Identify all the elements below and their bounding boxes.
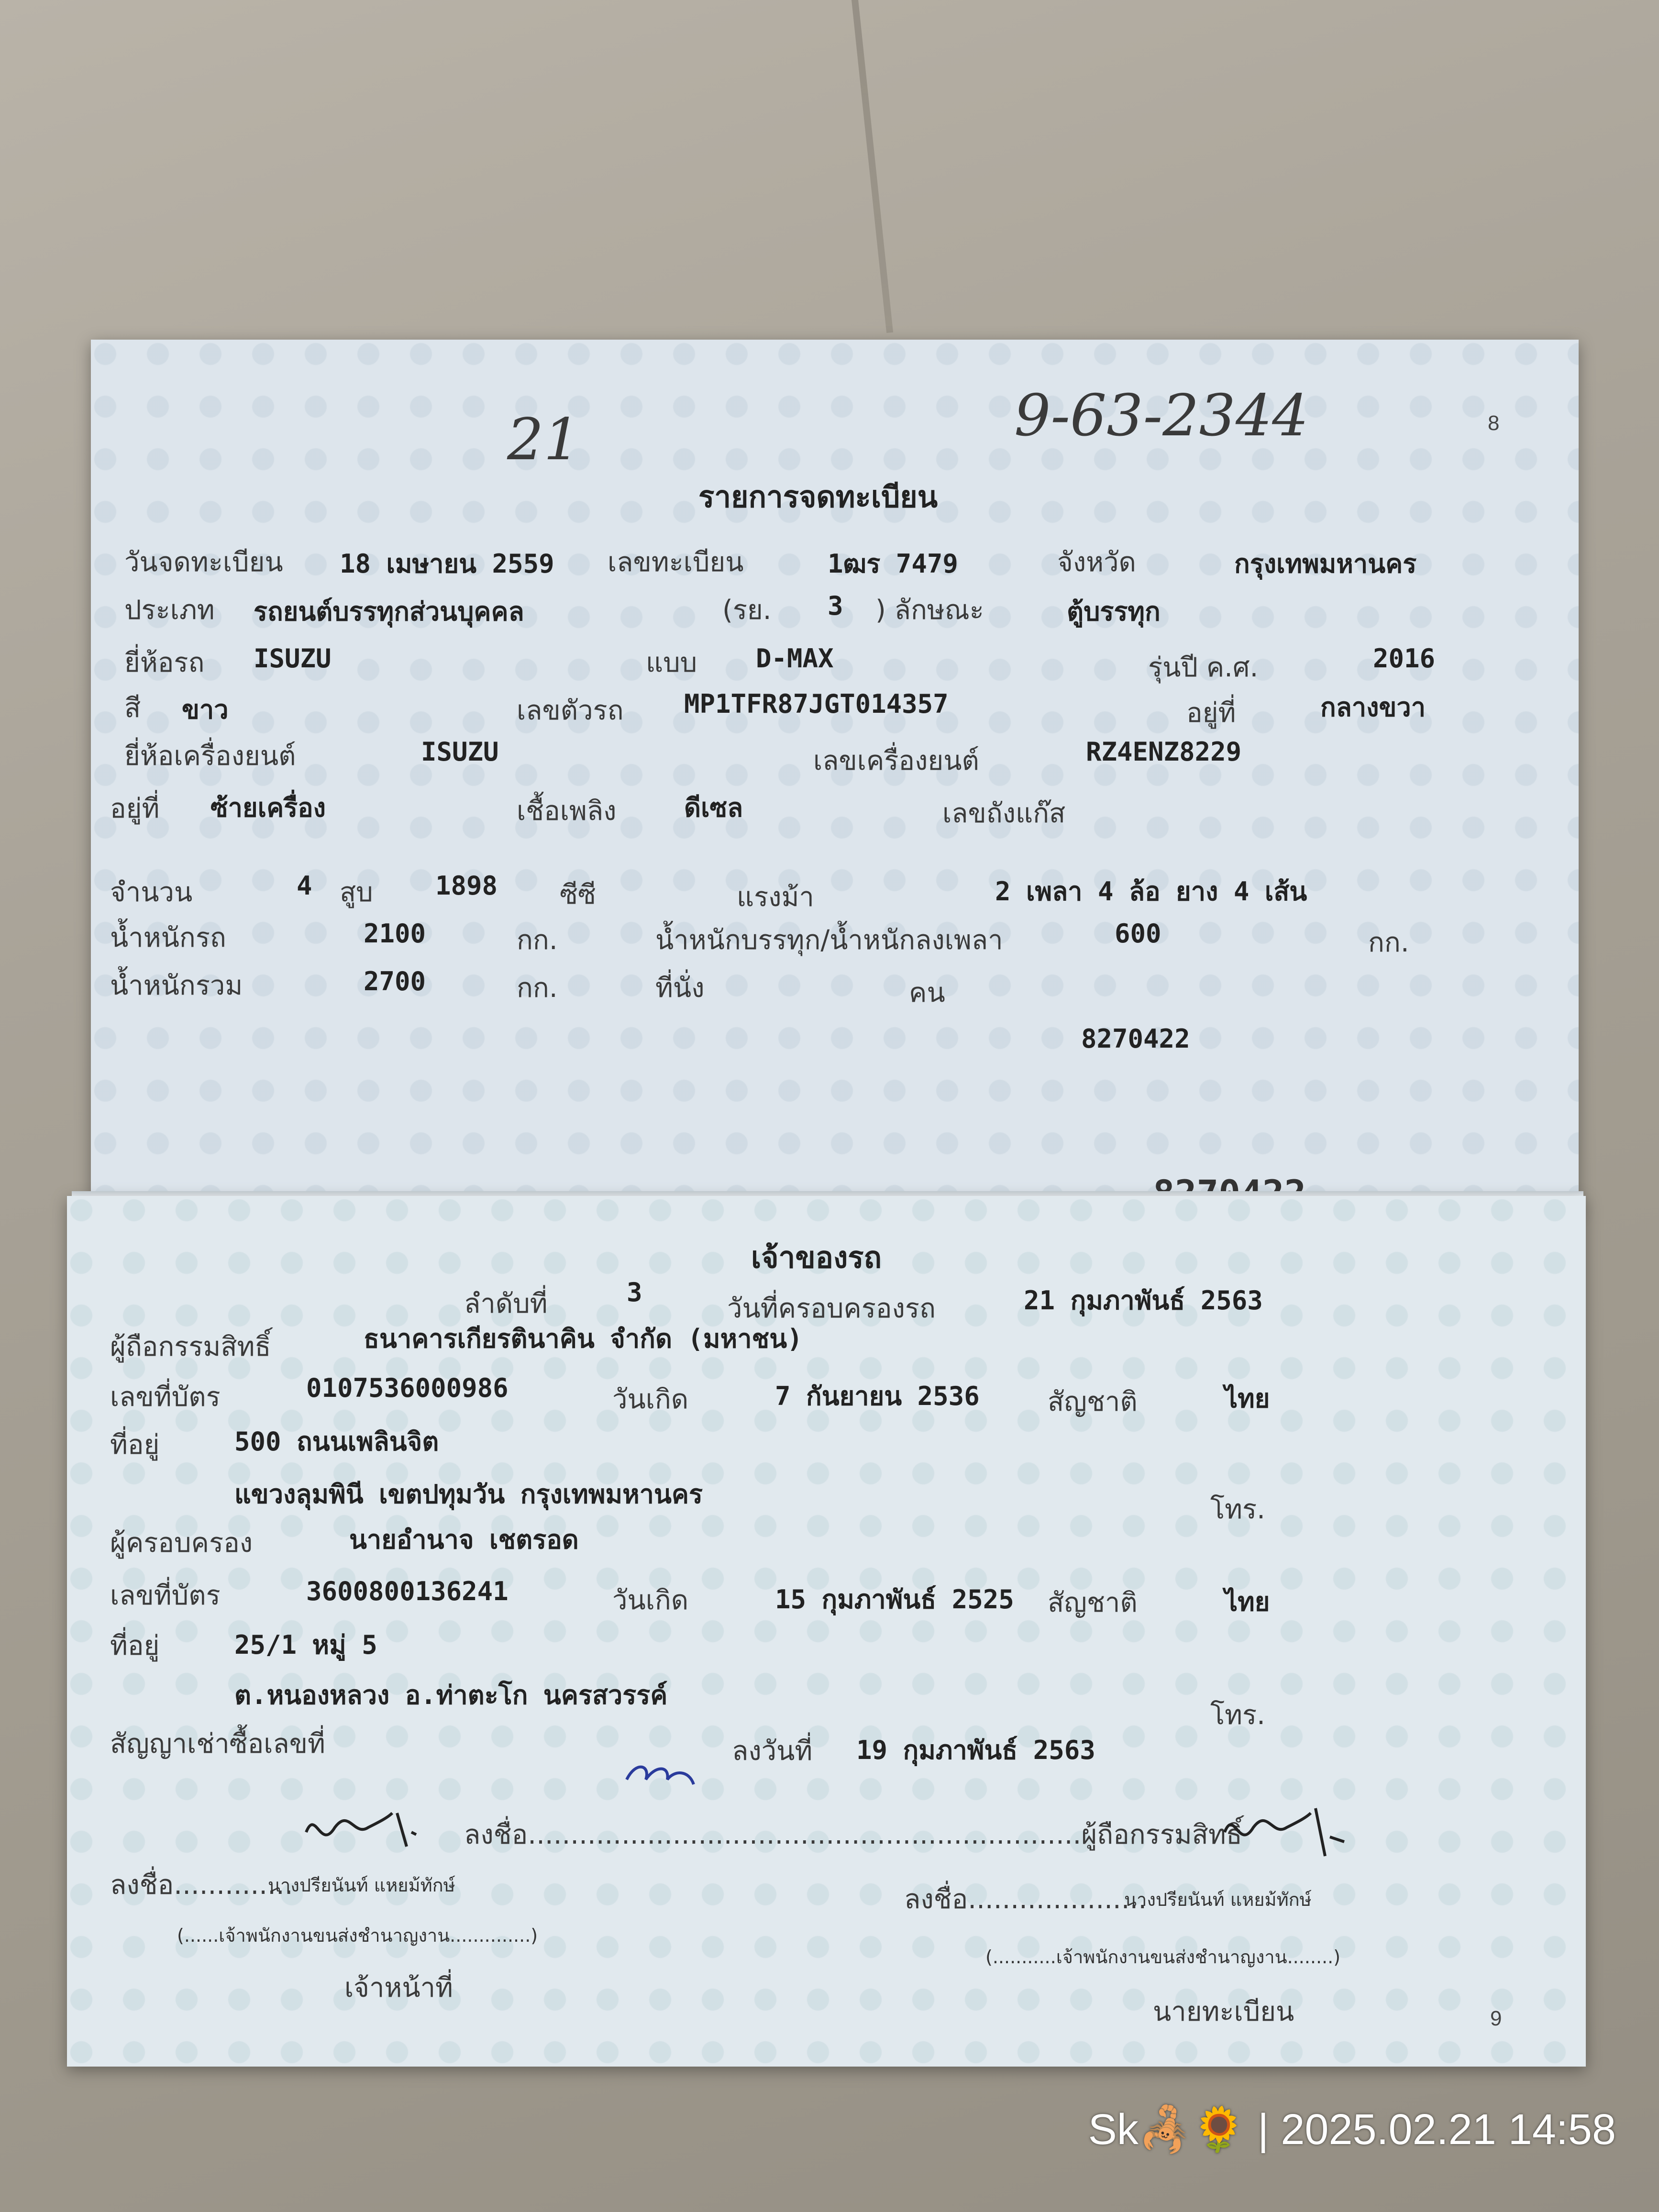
engine-location-label: อยู่ที่ [110, 793, 160, 824]
gross-weight-label: น้ำหนักรวม [110, 970, 243, 1001]
model: D-MAX [756, 643, 834, 674]
page-number: 8 [1488, 411, 1500, 435]
year-label: รุ่นปี ค.ศ. [1148, 652, 1259, 683]
officer-label: เจ้าหน้าที่ [344, 1972, 453, 2003]
tel-label-1: โทร. [1210, 1494, 1265, 1525]
reg-no: 1ฒร 7479 [828, 549, 958, 579]
holder-label: ผู้ครอบครอง [110, 1527, 253, 1559]
serial-number: 8270422 [1081, 1024, 1190, 1054]
position-right: (...........เจ้าพนักงานขนส่งชำนาญงาน........) [985, 1947, 1341, 1968]
page-title: รายการจดทะเบียน [698, 479, 938, 514]
count-label: จำนวน [110, 877, 193, 908]
id-label-2: เลขที่บัตร [110, 1580, 221, 1611]
holder-name: นายอำนาจ เชตรอด [349, 1525, 579, 1555]
position-left: (......เจ้าพนักงานขนส่งชำนาญงาน..............) [177, 1925, 538, 1946]
address-1-line-1: 500 ถนนเพลินจิต [234, 1427, 439, 1457]
registration-page [91, 340, 1579, 1210]
model-label: แบบ [646, 647, 697, 678]
address-1-line-2: แขวงลุมพินี เขตปทุมวัน กรุงเทพมหานคร [234, 1479, 703, 1509]
officer-name-right: นางปรียนันท์ แหยม้ทักษ์ [1124, 1889, 1312, 1910]
brand: ISUZU [254, 643, 332, 674]
weight: 2100 [364, 918, 426, 949]
birth-date-1: 7 กันยายน 2536 [775, 1381, 980, 1411]
engine-brand-label: ยี่ห้อเครื่องยนต์ [124, 741, 296, 772]
province: กรุงเทพมหานคร [1234, 549, 1417, 579]
address-2-line-2: ต.หนองหลวง อ.ท่าตะโก นครสวรรค์ [234, 1680, 668, 1710]
owner-label: ผู้ถือกรรมสิทธิ์ [110, 1331, 271, 1362]
ry-value: 3 [828, 591, 843, 621]
nationality-label-2: สัญชาติ [1048, 1587, 1138, 1618]
contract-label: สัญญาเช่าซื้อเลขที่ [110, 1728, 325, 1759]
kg-unit-3: กก. [517, 973, 558, 1004]
address-label-2: ที่อยู่ [110, 1630, 160, 1661]
province-label: จังหวัด [1057, 547, 1136, 578]
weight-label: น้ำหนักรถ [110, 922, 226, 953]
officer-name-left: นางปรียนันท์ แหยม้ทักษ์ [268, 1875, 455, 1896]
ry-label: (รย. [722, 595, 772, 626]
engine-cc: 1898 [435, 871, 498, 901]
gross-weight: 2700 [364, 966, 426, 996]
seats-label: ที่นั่ง [655, 973, 705, 1004]
background-crack [852, 0, 893, 333]
registrar-label: นายทะเบียน [1153, 1996, 1294, 2027]
tel-label-2: โทร. [1210, 1700, 1265, 1731]
engine-brand: ISUZU [421, 737, 499, 767]
page-number-bottom: 9 [1490, 2007, 1502, 2030]
id-label-1: เลขที่บัตร [110, 1382, 221, 1413]
owner-name: ธนาคารเกียรตินาคิน จำกัด (มหาชน) [364, 1324, 803, 1354]
birth-label-1: วันเกิด [612, 1384, 689, 1415]
horsepower-label: แรงม้า [737, 882, 814, 913]
cc-label: ซีซี [560, 879, 597, 910]
nationality-2: ไทย [1225, 1587, 1270, 1617]
order: 3 [627, 1277, 642, 1307]
order-label: ลำดับที่ [464, 1288, 548, 1319]
chassis-location: กลางขวา [1320, 692, 1426, 722]
sign-date: 19 กุมภาพันธ์ 2563 [856, 1735, 1095, 1765]
chassis-label: เลขตัวรถ [517, 695, 624, 726]
birth-label-2: วันเกิด [612, 1585, 689, 1616]
seats-unit: คน [909, 977, 945, 1008]
owner-page [67, 1196, 1586, 2067]
year: 2016 [1373, 643, 1436, 674]
photo-timestamp: Sk🦂🌻 | 2025.02.21 14:58 [1088, 2106, 1616, 2154]
kg-unit-1: กก. [517, 925, 558, 956]
fuel: ดีเซล [684, 793, 743, 823]
fuel-label: เชื้อเพลิง [517, 796, 617, 827]
possess-date: 21 กุมภาพันธ์ 2563 [1024, 1285, 1263, 1316]
feature-label: ) ลักษณะ [875, 595, 984, 626]
type-label: ประเภท [124, 595, 215, 626]
signature-left [297, 1799, 421, 1861]
color: ขาว [182, 695, 229, 725]
reg-date-label: วันจดทะเบียน [124, 547, 283, 578]
engine-number: RZ4ENZ8229 [1086, 737, 1242, 767]
reg-no-label: เลขทะเบียน [608, 547, 744, 578]
axles: 2 เพลา 4 ล้อ ยาง 4 เส้น [995, 876, 1307, 907]
engine-location: ซ้ายเครื่อง [210, 793, 326, 823]
feature: ตู้บรรทุก [1067, 597, 1161, 627]
sign-label-right: ลงชื่อ..................... [904, 1884, 1147, 1915]
cylinders: 4 [297, 871, 312, 901]
id-number-2: 3600800136241 [306, 1576, 509, 1606]
chassis-number: MP1TFR87JGT014357 [684, 689, 949, 719]
brand-label: ยี่ห้อรถ [124, 647, 205, 678]
nationality-label-1: สัญชาติ [1048, 1386, 1138, 1417]
kg-unit-2: กก. [1368, 927, 1409, 958]
engine-no-label: เลขเครื่องยนต์ [813, 745, 979, 776]
color-label: สี [124, 693, 141, 724]
gas-tank-label: เลขถังแก๊ส [942, 798, 1066, 829]
load: 600 [1115, 918, 1161, 949]
sign-date-label: ลงวันที่ [732, 1736, 813, 1767]
possess-date-label: วันที่ครอบครองรถ [727, 1293, 936, 1324]
owner-sign-line: ลงชื่อ.................................................................ผู้ถือกรรมสิทธิ์ [464, 1819, 1242, 1850]
reg-date: 18 เมษายน 2559 [340, 549, 554, 579]
handwritten-number-left: 21 [507, 407, 580, 473]
ink-initials [622, 1751, 703, 1794]
handwritten-number-right: 9-63-2344 [1014, 383, 1309, 449]
cylinders-label: สูบ [340, 877, 373, 908]
nationality-1: ไทย [1225, 1383, 1270, 1414]
address-2-line-1: 25/1 หมู่ 5 [234, 1630, 377, 1660]
owner-section-title: เจ้าของรถ [751, 1240, 882, 1275]
chassis-location-label: อยู่ที่ [1186, 697, 1236, 729]
vehicle-type: รถยนต์บรรทุกส่วนบุคคล [254, 597, 524, 627]
sign-label-left: ลงชื่อ.............. [110, 1869, 293, 1901]
address-label-1: ที่อยู่ [110, 1429, 160, 1460]
load-label: น้ำหนักบรรทุก/น้ำหนักลงเพลา [655, 925, 1003, 956]
signature-right [1215, 1799, 1359, 1870]
birth-date-2: 15 กุมภาพันธ์ 2525 [775, 1584, 1014, 1615]
id-number-1: 0107536000986 [306, 1373, 509, 1403]
